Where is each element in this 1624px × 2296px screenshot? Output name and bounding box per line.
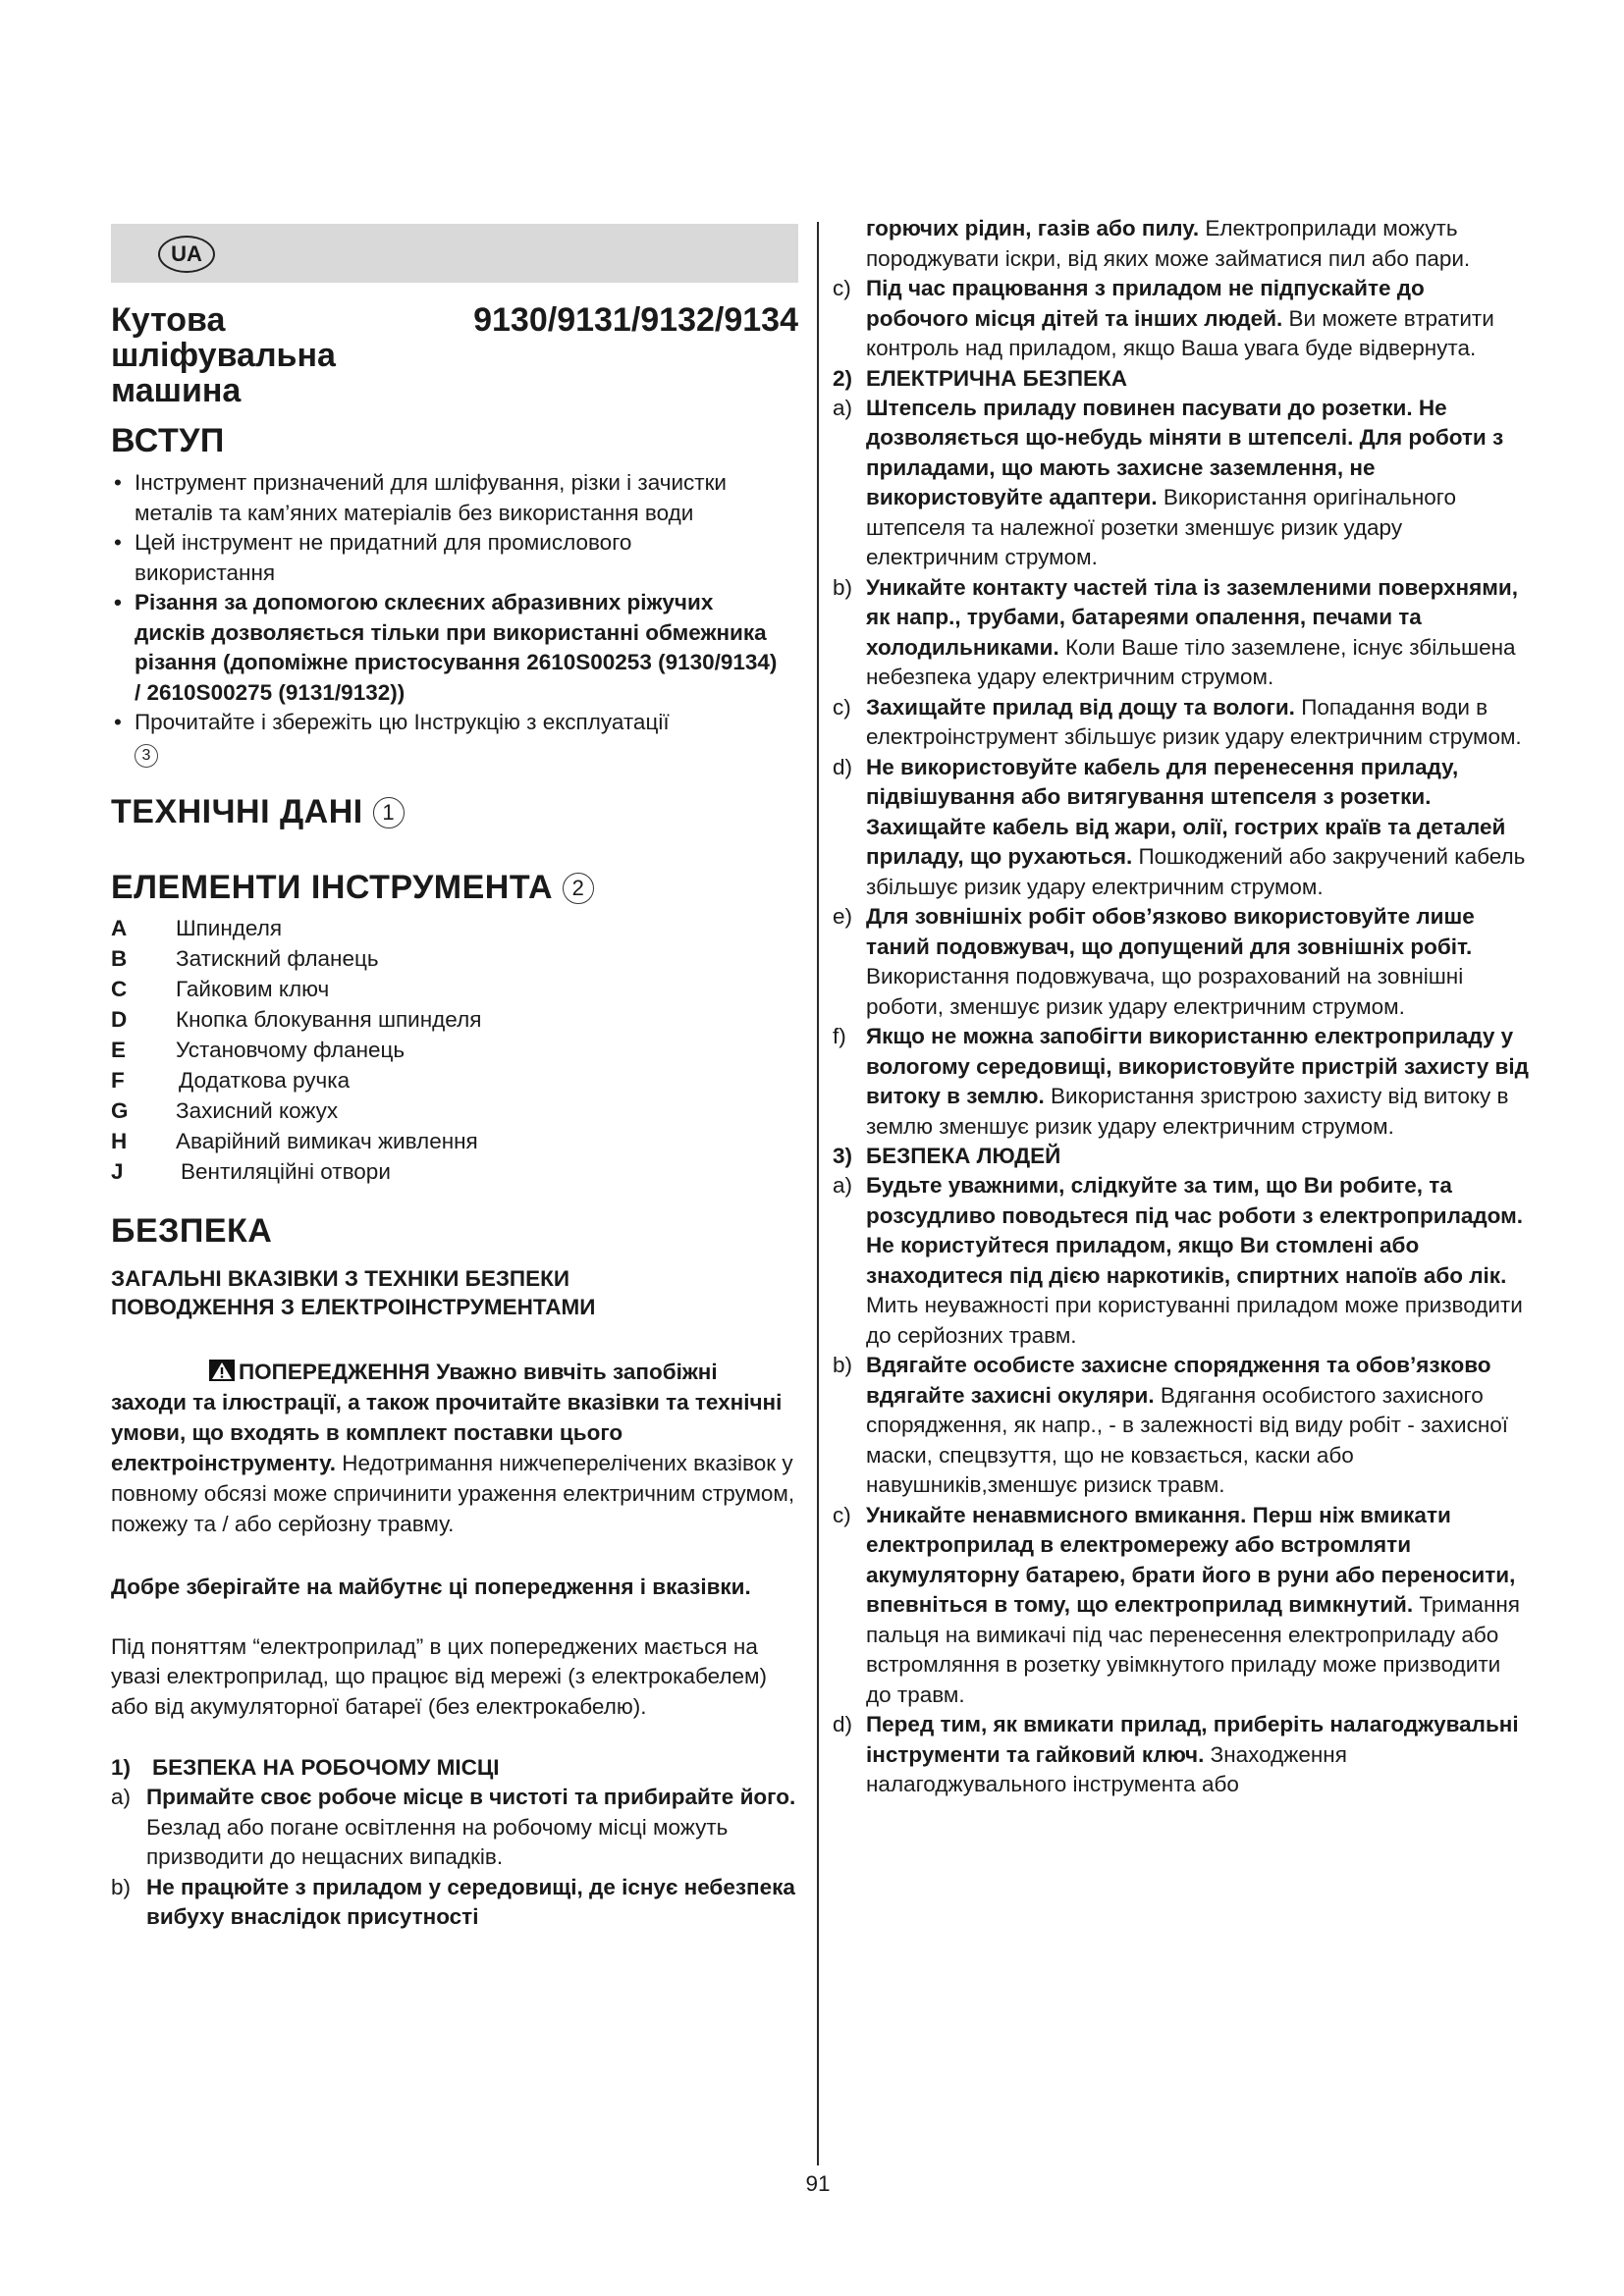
- item-text: Ви можете втратити контроль над приладом, якщо Ваша увага буде відвернута.: [866, 305, 1494, 360]
- item-text: Мить неуважності при користуванні приладом може призводити до серйозних травм.: [866, 1293, 1523, 1348]
- list-item-text: Прочитайте і збережіть цю Інструкцію з експлуатації: [135, 710, 670, 734]
- list-item: [111, 708, 798, 768]
- title-line: машина: [111, 372, 242, 409]
- item-text: Коли Ваше тіло заземлене, існує збільшена небезпека удару електричним струмом.: [866, 634, 1516, 689]
- list-item: [833, 573, 1530, 693]
- item-letter: f): [833, 1024, 846, 1048]
- parts-list: [111, 913, 798, 1187]
- item-letter: d): [833, 754, 853, 779]
- product-title: [111, 302, 425, 408]
- part-letter: F: [111, 1068, 125, 1093]
- language-bar: [111, 224, 798, 283]
- part-label: Аварійний вимикач живлення: [176, 1129, 478, 1153]
- list-item: [833, 1022, 1530, 1142]
- item-body: [860, 394, 1530, 573]
- item-letter: c): [833, 694, 851, 720]
- workplace-section-heading: [111, 1753, 798, 1783]
- tech-data-heading: [111, 793, 798, 831]
- item-body: [860, 214, 1530, 274]
- subheading-line: ПОВОДЖЕННЯ З ЕЛЕКТРОІНСТРУМЕНТАМИ: [111, 1295, 596, 1319]
- item-body: [860, 1351, 1530, 1501]
- list-item: [111, 1156, 798, 1187]
- heading-text: ЕЛЕМЕНТИ ІНСТРУМЕНТА: [111, 869, 554, 906]
- people-section-heading: [833, 1142, 1530, 1171]
- item-body: [138, 1783, 798, 1873]
- safety-subheading: [111, 1264, 798, 1321]
- list-item: • Різання за допомогою склеєних абразивних ріжучих дисків дозволяється тільки при використанні обмежника різання (допоміжне пристосування 2610S00253 (9130/9134) / 2610S00275 (9131/9132)): [111, 588, 798, 708]
- part-letter: G: [111, 1098, 129, 1123]
- item-bold: Не використовуйте кабель для перенесення приладу, підвішування або витягування штепселя з розетки. Захищайте кабель від жари, олії, гострих країв та деталей приладу, що рухаються.: [866, 754, 1506, 869]
- item-bold: Під час працювання з приладом не підпускайте до робочого місця дітей та інших людей.: [866, 276, 1425, 331]
- item-text: Використання зристрою захисту від витоку в землю зменшує ризик удару електричним струмом.: [866, 1084, 1509, 1139]
- list-item: [833, 902, 1530, 1022]
- list-item: [111, 943, 798, 974]
- list-item: [111, 974, 798, 1004]
- list-item: [111, 1095, 798, 1126]
- item-body: [860, 1501, 1530, 1711]
- part-label: Захисний кожух: [176, 1098, 339, 1123]
- heading-text: БЕЗПЕКА: [111, 1212, 273, 1250]
- intro-heading: ВСТУП: [111, 422, 225, 459]
- list-item: [833, 1501, 1530, 1711]
- item-body: [138, 1873, 798, 1933]
- item-letter: b): [111, 1874, 132, 1899]
- title-line: Кутова: [111, 301, 226, 339]
- item-bold: Уникайте ненавмисного вмикання. Перш ніж вмикати електроприлад в електромережу або встромляти акумуляторну батарею, брати його в руни або переносити, впевніться в тому, що електроприлад вимкнутий.: [866, 1502, 1516, 1617]
- intro-bullets: [111, 468, 798, 768]
- heading-text: ТЕХНІЧНІ ДАНІ: [111, 793, 363, 830]
- item-bold: Уникайте контакту частей тіла із заземленими поверхнями, як напр., трубами, батареями опалення, печами та холодильниками.: [866, 574, 1518, 660]
- page-number: 91: [805, 2171, 831, 2196]
- list-item-continued: [833, 214, 1530, 274]
- part-letter: E: [111, 1038, 127, 1062]
- list-item: [833, 394, 1530, 573]
- item-text: Електроприлади можуть породжувати іскри, від яких може займатися пил або пари.: [866, 216, 1471, 271]
- column-divider: [817, 222, 819, 2165]
- item-bold: Вдягайте особисте захисне спорядження та обов’язково вдягайте захисні окуляри.: [866, 1353, 1491, 1408]
- list-item: [833, 1171, 1530, 1351]
- safety-heading: [111, 1212, 798, 1251]
- warning-block: [111, 1357, 798, 1539]
- item-body: [860, 1710, 1530, 1800]
- part-label: Затискний фланець: [176, 946, 379, 971]
- item-text: Пошкоджений або закручений кабель збільшує ризик удару електричним струмом.: [866, 844, 1526, 899]
- item-text: Безлад або погане освітлення на робочому місці можуть призводити до нещасних випадків.: [146, 1814, 729, 1869]
- part-label: Гайковим ключ: [176, 977, 330, 1001]
- title-row: [111, 302, 798, 408]
- item-letter: c): [833, 1502, 851, 1527]
- part-letter: C: [111, 977, 128, 1001]
- warning-label: ПОПЕРЕДЖЕННЯ: [239, 1360, 430, 1384]
- part-label: Кнопка блокування шпинделя: [176, 1007, 482, 1032]
- item-body: [860, 573, 1530, 693]
- list-item: [833, 693, 1530, 753]
- item-body: [860, 693, 1530, 753]
- section-title: ЕЛЕКТРИЧНА БЕЗПЕКА: [866, 365, 1128, 391]
- list-item: [111, 1004, 798, 1035]
- list-item: [833, 1710, 1530, 1800]
- language-badge: UA: [158, 236, 215, 273]
- part-label: Додаткова ручка: [179, 1068, 351, 1093]
- list-item: • Цей інструмент не придатний для промислового використання: [111, 528, 798, 588]
- item-letter: d): [833, 1712, 853, 1736]
- section-title: БЕЗПЕКА ЛЮДЕЙ: [866, 1144, 1061, 1168]
- list-item: [111, 1783, 798, 1873]
- item-body: [860, 753, 1530, 903]
- item-letter: e): [833, 904, 853, 929]
- item-bold: Будьте уважними, слідкуйте за тим, що Ви робите, та розсудливо поводьтеся під час роботи з електроприладом. Не користуйтеся приладом, якщо Ви стомлені або знаходитеся під дією наркотиків, спиртних напоїв або лік.: [866, 1173, 1524, 1288]
- item-text: Знаходження налагоджувального інструмента або: [866, 1741, 1347, 1796]
- part-label: Шпинделя: [176, 916, 283, 940]
- item-bold: горючих рідин, газів або пилу.: [866, 216, 1200, 240]
- section-number: 1): [111, 1755, 132, 1780]
- item-bold: Якщо не можна запобігти використанню електроприладу у вологому середовищі, використовуйте пристрій захисту від витоку в землю.: [866, 1024, 1529, 1108]
- keep-instructions-note: Добре зберігайте на майбутнє ці попередження і вказівки.: [111, 1575, 751, 1599]
- warning-bold-text: Уважно вивчіть запобіжні заходи та ілюстрації, а також прочитайте вказівки та технічні умови, що входять в комплект поставки цього електроінструменту.: [111, 1360, 783, 1475]
- model-numbers: 9130/9131/9132/9134: [473, 301, 798, 339]
- item-body: [860, 274, 1530, 364]
- definition-paragraph: Під поняттям “електроприлад” в цих попереджених мається на увазі електроприлад, що працює від мережі (з електрокабелем) або від акумуляторної батареї (без електрокабелю).: [111, 1633, 768, 1719]
- part-letter: B: [111, 946, 128, 971]
- figure-ref-badge: 3: [135, 744, 158, 768]
- item-text: Вдягання особистого захисного спорядження, як напр., - в залежності від виду робіт - захисної маски, спецвзуття, що не ковзається, каски або навушників,зменшує ризиск травм.: [866, 1382, 1509, 1497]
- list-item: [833, 753, 1530, 903]
- list-item: [111, 1126, 798, 1156]
- list-item: [111, 1873, 798, 1933]
- list-item: [111, 1035, 798, 1065]
- item-body: [860, 902, 1530, 1022]
- item-text: Використання оригінального штепселя та належної розетки зменшує ризик удару електричним струмом.: [866, 485, 1456, 569]
- part-label: Вентиляційні отвори: [181, 1159, 391, 1184]
- list-item: [111, 913, 798, 943]
- part-letter: J: [111, 1159, 124, 1184]
- figure-ref-badge: 2: [563, 873, 594, 904]
- item-bold: Не працюйте з приладом у середовищі, де існує небезпека вибуху внаслідок присутності: [146, 1874, 795, 1929]
- section-title: БЕЗПЕКА НА РОБОЧОМУ МІСЦІ: [152, 1755, 500, 1780]
- warning-text: Недотримання нижчеперелічених вказівок у повному обсязі може спричинити ураження електричним струмом, пожежу та / або серйозну травму.: [111, 1451, 795, 1536]
- item-text: Попадання води в електроінструмент збільшує ризик удару електричним струмом.: [866, 694, 1522, 749]
- electrical-section-heading: [833, 364, 1530, 394]
- item-letter: a): [833, 1173, 853, 1198]
- subheading-line: ЗАГАЛЬНІ ВКАЗІВКИ З ТЕХНІКИ БЕЗПЕКИ: [111, 1266, 570, 1291]
- right-column: [833, 214, 1530, 1800]
- part-letter: A: [111, 916, 128, 940]
- part-letter: H: [111, 1129, 128, 1153]
- item-bold: Перед тим, як вмикати прилад, приберіть налагоджувальні інструменти та гайковий ключ.: [866, 1712, 1519, 1767]
- list-item: [833, 1351, 1530, 1501]
- item-text: Використання подовжувача, що розрахований на зовнішні роботи, зменшує ризик удару електричним струмом.: [866, 964, 1464, 1019]
- list-item: [111, 1065, 798, 1095]
- part-letter: D: [111, 1007, 128, 1032]
- item-bold: Для зовнішніх робіт обов’язково використовуйте лише таний подовжувач, що допущений для зовнішніх робіт.: [866, 904, 1475, 959]
- warning-triangle-icon: [209, 1360, 235, 1381]
- item-bold: Захищайте прилад від дощу та вологи.: [866, 694, 1295, 720]
- elements-heading: [111, 869, 798, 907]
- item-letter: c): [833, 276, 851, 300]
- item-bold: Штепсель приладу повинен пасувати до розетки. Не дозволяється що-небудь міняти в штепселі. Для роботи з приладами, що мають захисне заземлення, не використовуйте адаптери.: [866, 395, 1504, 509]
- figure-ref-badge: 1: [373, 797, 405, 828]
- item-letter: b): [833, 574, 853, 600]
- item-body: [860, 1022, 1530, 1142]
- item-bold: Примайте своє робоче місце в чистоті та прибирайте його.: [146, 1785, 796, 1809]
- list-item: • Інструмент призначений для шліфування, різки і зачистки металів та кам’яних матеріалів без використання води: [111, 468, 798, 528]
- item-letter: a): [833, 395, 853, 420]
- left-column: [111, 224, 798, 1933]
- section-number: 2): [833, 365, 853, 391]
- item-text: Тримання пальця на вимикачі під час перенесення електроприладу або встромляння в розетку увімкнутого приладу може призводити до травм.: [866, 1592, 1520, 1707]
- list-item: [833, 274, 1530, 364]
- section-number: 3): [833, 1144, 853, 1168]
- part-label: Установчому фланець: [176, 1038, 406, 1062]
- title-line: шліфувальна: [111, 337, 336, 374]
- item-body: [860, 1171, 1530, 1351]
- item-letter: a): [111, 1785, 132, 1809]
- item-letter: b): [833, 1353, 853, 1377]
